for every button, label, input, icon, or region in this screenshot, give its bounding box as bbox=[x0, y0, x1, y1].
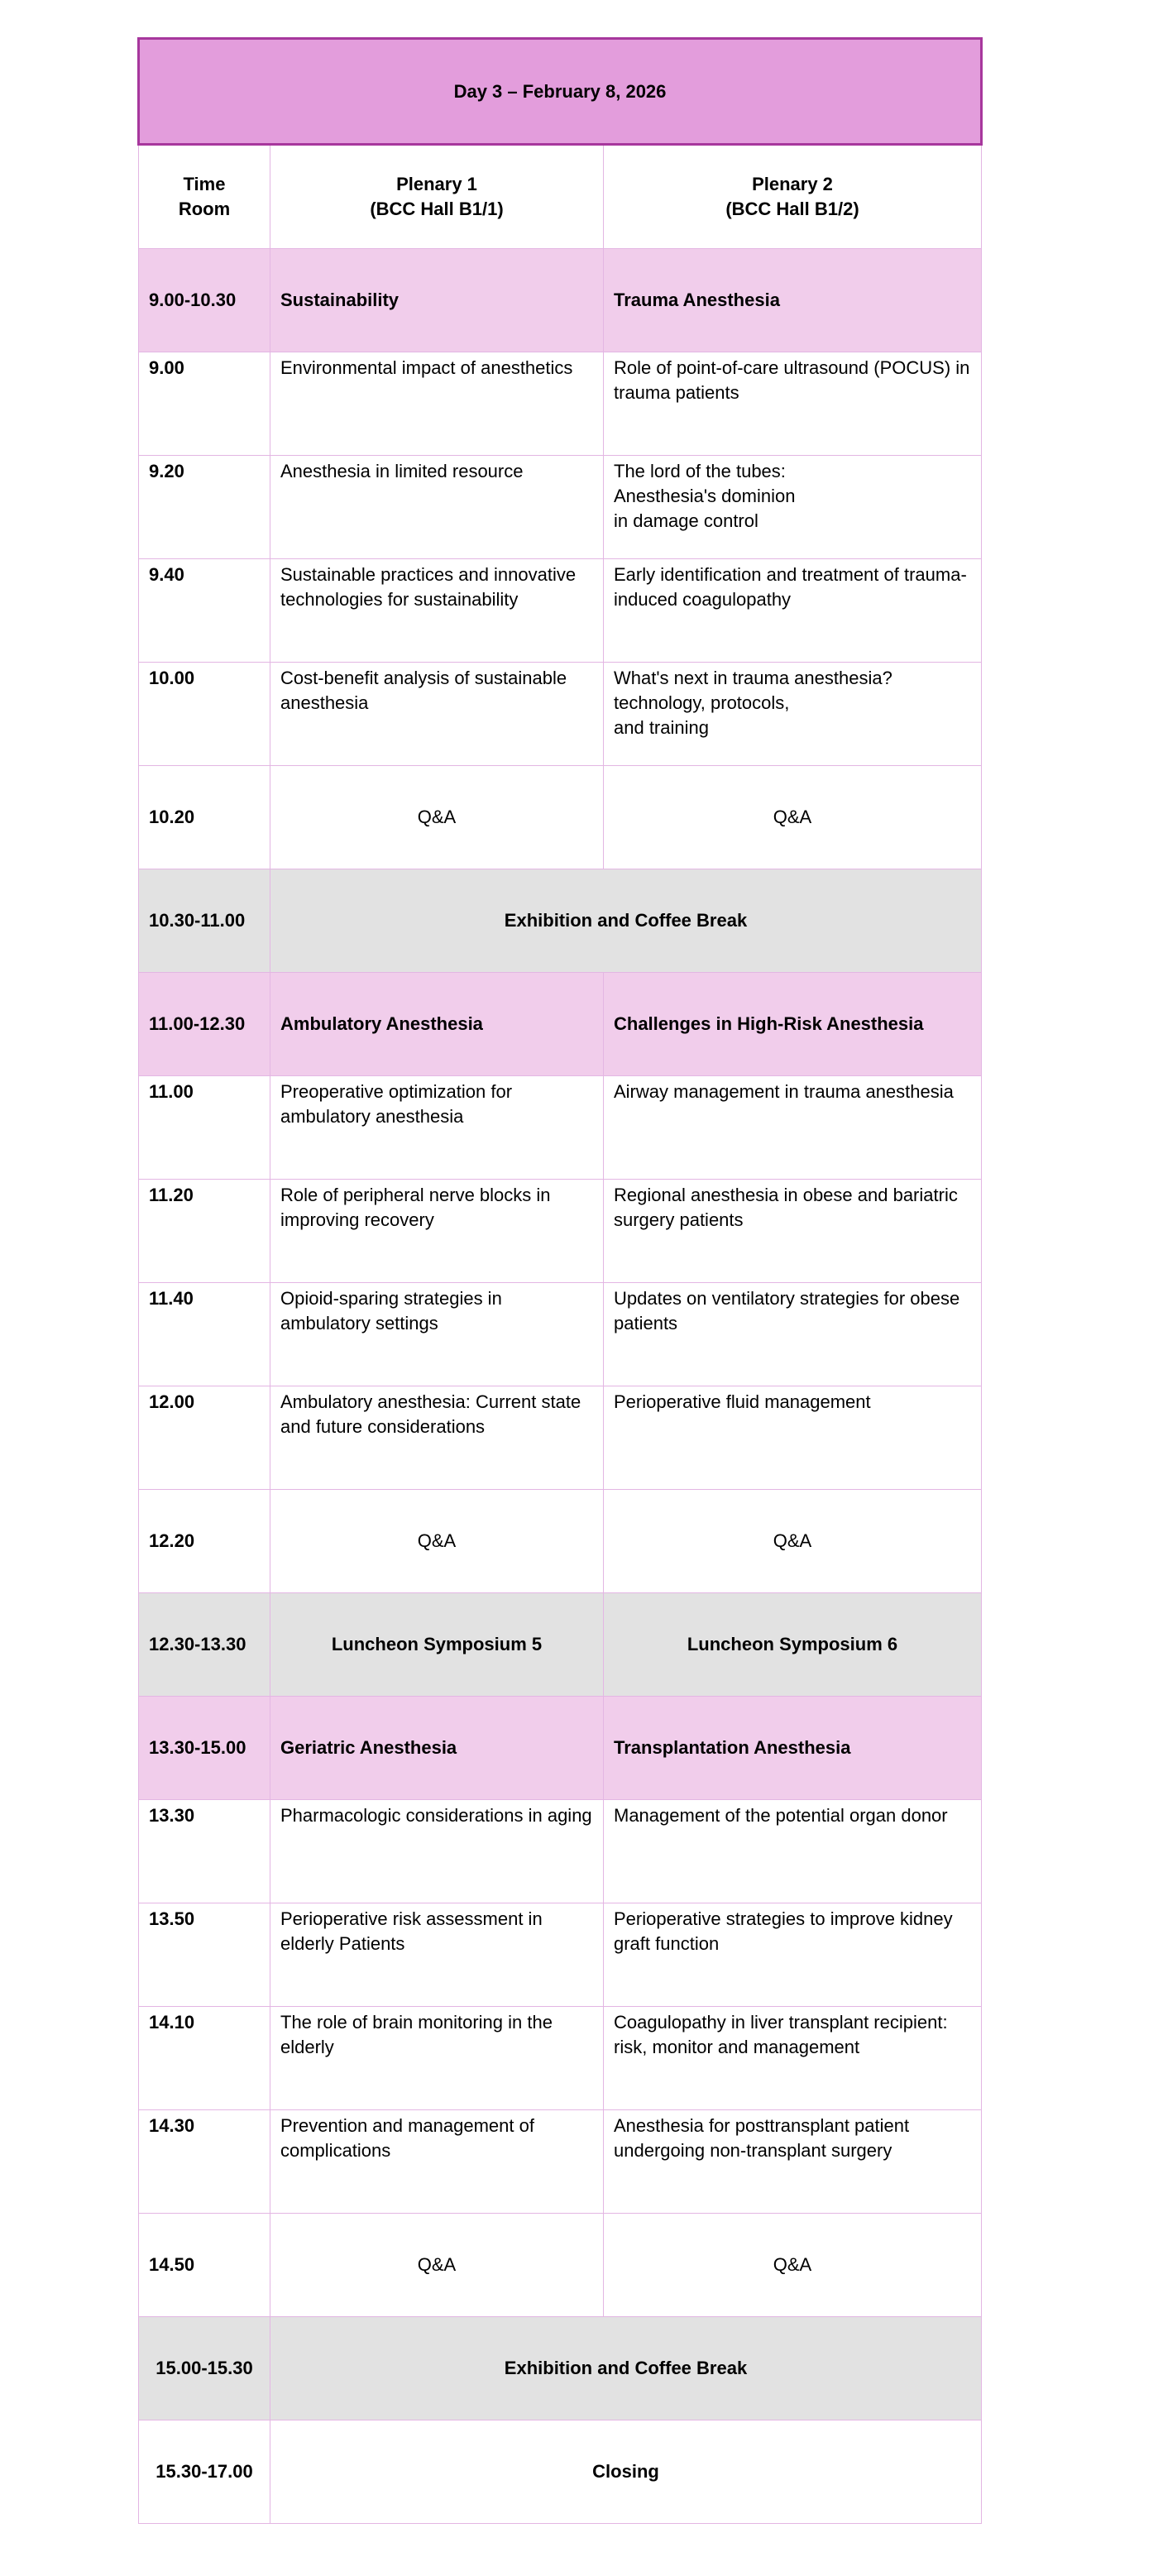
session-title-plenary-2: Challenges in High-Risk Anesthesia bbox=[614, 1013, 924, 1034]
qa-plenary-1: Q&A bbox=[270, 2214, 604, 2317]
talk-plenary-1: Ambulatory anesthesia: Current state and future considerations bbox=[280, 1391, 581, 1437]
talk-plenary-2: Regional anesthesia in obese and bariatric surgery patients bbox=[614, 1185, 958, 1230]
row-time: 9.00-10.30 bbox=[149, 290, 237, 310]
row-time: 9.40 bbox=[149, 564, 184, 585]
row-time: 12.20 bbox=[149, 1530, 195, 1551]
break-label: Exhibition and Coffee Break bbox=[270, 869, 982, 973]
talk-row bbox=[139, 1283, 982, 1386]
row-time: 10.30-11.00 bbox=[149, 910, 246, 931]
closing-row bbox=[139, 2420, 982, 2524]
qa-plenary-2: Q&A bbox=[604, 1490, 982, 1593]
talk-plenary-2: Anesthesia for posttransplant patient undergoing non-transplant surgery bbox=[614, 2115, 910, 2161]
talk-plenary-1: Perioperative risk assessment in elderly Patients bbox=[280, 1908, 543, 1954]
talk-plenary-2: Early identification and treatment of trauma-induced coagulopathy bbox=[614, 564, 967, 610]
day-title: Day 3 – February 8, 2026 bbox=[139, 39, 982, 145]
talk-plenary-2: Perioperative strategies to improve kidney graft function bbox=[614, 1908, 953, 1954]
talk-plenary-1: Prevention and management of complications bbox=[280, 2115, 534, 2161]
talk-row bbox=[139, 1386, 982, 1490]
qa-row bbox=[139, 1490, 982, 1593]
row-time: 11.40 bbox=[149, 1288, 194, 1309]
qa-row bbox=[139, 766, 982, 869]
session-title-plenary-1: Geriatric Anesthesia bbox=[280, 1737, 457, 1758]
header-row bbox=[139, 145, 982, 249]
header-plenary-2: Plenary 2 (BCC Hall B1/2) bbox=[604, 145, 982, 249]
talk-row bbox=[139, 559, 982, 663]
session-row bbox=[139, 973, 982, 1076]
talk-row bbox=[139, 1800, 982, 1903]
break-row bbox=[139, 869, 982, 973]
talk-plenary-1: The role of brain monitoring in the elderly bbox=[280, 2012, 553, 2057]
talk-plenary-2: Updates on ventilatory strategies for obese patients bbox=[614, 1288, 960, 1333]
talk-plenary-2: What's next in trauma anesthesia? technology, protocols, and training bbox=[614, 668, 892, 738]
qa-plenary-2: Q&A bbox=[604, 2214, 982, 2317]
row-time: 14.10 bbox=[149, 2012, 195, 2033]
row-time: 9.00 bbox=[149, 357, 184, 378]
qa-plenary-1: Q&A bbox=[270, 766, 604, 869]
qa-plenary-2: Q&A bbox=[604, 766, 982, 869]
talk-plenary-1: Anesthesia in limited resource bbox=[280, 461, 524, 481]
talk-plenary-1: Preoperative optimization for ambulatory anesthesia bbox=[280, 1081, 513, 1127]
talk-plenary-2: The lord of the tubes: Anesthesia's dominion in damage control bbox=[614, 461, 796, 531]
row-time: 13.50 bbox=[149, 1908, 195, 1929]
talk-row bbox=[139, 663, 982, 766]
header-time-room: Time Room bbox=[139, 145, 270, 249]
talk-row bbox=[139, 456, 982, 559]
qa-row bbox=[139, 2214, 982, 2317]
row-time: 15.00-15.30 bbox=[139, 2317, 270, 2420]
row-time: 11.00 bbox=[149, 1081, 194, 1102]
talk-plenary-2: Perioperative fluid management bbox=[614, 1391, 871, 1412]
talk-row bbox=[139, 352, 982, 456]
break-row bbox=[139, 2317, 982, 2420]
luncheon-plenary-2: Luncheon Symposium 6 bbox=[604, 1593, 982, 1697]
talk-plenary-2: Coagulopathy in liver transplant recipient: risk, monitor and management bbox=[614, 2012, 948, 2057]
luncheon-plenary-1: Luncheon Symposium 5 bbox=[270, 1593, 604, 1697]
schedule-table bbox=[137, 37, 983, 2524]
row-time: 13.30 bbox=[149, 1805, 195, 1826]
talk-row bbox=[139, 1076, 982, 1180]
row-time: 12.30-13.30 bbox=[149, 1634, 246, 1654]
session-title-plenary-2: Trauma Anesthesia bbox=[614, 290, 780, 310]
talk-plenary-2: Airway management in trauma anesthesia bbox=[614, 1081, 954, 1102]
talk-row bbox=[139, 1180, 982, 1283]
luncheon-row bbox=[139, 1593, 982, 1697]
title-row bbox=[139, 39, 982, 145]
talk-plenary-1: Sustainable practices and innovative technologies for sustainability bbox=[280, 564, 577, 610]
row-time: 10.00 bbox=[149, 668, 195, 688]
session-title-plenary-1: Sustainability bbox=[280, 290, 400, 310]
session-row bbox=[139, 249, 982, 352]
row-time: 11.00-12.30 bbox=[149, 1013, 246, 1034]
talk-row bbox=[139, 1903, 982, 2007]
talk-plenary-1: Opioid-sparing strategies in ambulatory settings bbox=[280, 1288, 502, 1333]
row-time: 12.00 bbox=[149, 1391, 195, 1412]
session-title-plenary-2: Transplantation Anesthesia bbox=[614, 1737, 851, 1758]
session-row bbox=[139, 1697, 982, 1800]
talk-plenary-2: Management of the potential organ donor bbox=[614, 1805, 948, 1826]
row-time: 15.30-17.00 bbox=[139, 2420, 270, 2524]
row-time: 10.20 bbox=[149, 807, 195, 827]
qa-plenary-1: Q&A bbox=[270, 1490, 604, 1593]
closing-label: Closing bbox=[270, 2420, 982, 2524]
talk-row bbox=[139, 2007, 982, 2110]
row-time: 14.50 bbox=[149, 2254, 195, 2275]
row-time: 9.20 bbox=[149, 461, 184, 481]
talk-plenary-1: Cost-benefit analysis of sustainable anesthesia bbox=[280, 668, 567, 713]
talk-plenary-1: Role of peripheral nerve blocks in improving recovery bbox=[280, 1185, 551, 1230]
header-plenary-1: Plenary 1 (BCC Hall B1/1) bbox=[270, 145, 604, 249]
talk-plenary-1: Pharmacologic considerations in aging bbox=[280, 1805, 592, 1826]
talk-row bbox=[139, 2110, 982, 2214]
row-time: 11.20 bbox=[149, 1185, 194, 1205]
talk-plenary-2: Role of point-of-care ultrasound (POCUS) in trauma patients bbox=[614, 357, 970, 403]
row-time: 13.30-15.00 bbox=[149, 1737, 246, 1758]
row-time: 14.30 bbox=[149, 2115, 195, 2136]
session-title-plenary-1: Ambulatory Anesthesia bbox=[280, 1013, 483, 1034]
talk-plenary-1: Environmental impact of anesthetics bbox=[280, 357, 573, 378]
break-label: Exhibition and Coffee Break bbox=[270, 2317, 982, 2420]
